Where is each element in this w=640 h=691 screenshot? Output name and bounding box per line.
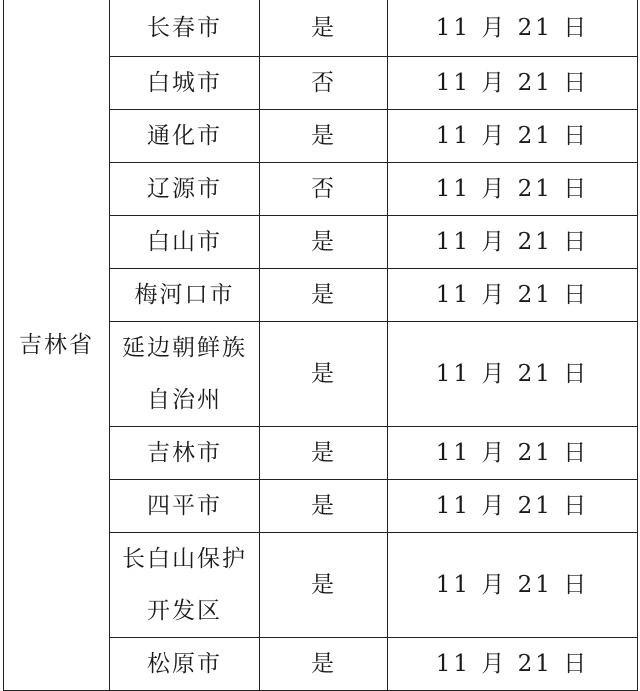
- date-cell: 11 月 21 日: [388, 56, 638, 109]
- flag-cell: 是: [260, 0, 388, 56]
- city-cell: [110, 532, 260, 637]
- city-line: 开发区: [147, 597, 222, 624]
- date-cell: 11 月 21 日: [388, 268, 638, 321]
- city-line: 自治州: [147, 386, 222, 413]
- flag-cell: 是: [260, 637, 388, 690]
- city-cell: 四平市: [110, 479, 260, 532]
- flag-cell: 是: [260, 426, 388, 479]
- date-cell: 11 月 21 日: [388, 479, 638, 532]
- flag-cell: 是: [260, 479, 388, 532]
- city-cell: [110, 321, 260, 426]
- flag-cell: 是: [260, 109, 388, 162]
- city-cell: 长春市: [110, 0, 260, 56]
- flag-cell: 是: [260, 268, 388, 321]
- city-line: 延边朝鲜族: [122, 334, 247, 361]
- flag-cell: 否: [260, 56, 388, 109]
- region-table: [3, 0, 638, 691]
- flag-cell: 是: [260, 532, 388, 637]
- province-cell: 吉林省: [4, 0, 110, 690]
- flag-cell: 是: [260, 321, 388, 426]
- date-cell: 11 月 21 日: [388, 0, 638, 56]
- city-cell: 辽源市: [110, 162, 260, 215]
- city-cell: 白山市: [110, 215, 260, 268]
- date-cell: 11 月 21 日: [388, 532, 638, 637]
- city-cell: 松原市: [110, 637, 260, 690]
- date-cell: 11 月 21 日: [388, 637, 638, 690]
- flag-cell: 否: [260, 162, 388, 215]
- date-cell: 11 月 21 日: [388, 109, 638, 162]
- flag-cell: 是: [260, 215, 388, 268]
- city-cell: 通化市: [110, 109, 260, 162]
- city-cell: 白城市: [110, 56, 260, 109]
- city-cell: 梅河口市: [110, 268, 260, 321]
- date-cell: 11 月 21 日: [388, 321, 638, 426]
- table-row: [4, 0, 638, 56]
- date-cell: 11 月 21 日: [388, 426, 638, 479]
- city-line: 长白山保护: [122, 545, 247, 572]
- date-cell: 11 月 21 日: [388, 215, 638, 268]
- city-cell: 吉林市: [110, 426, 260, 479]
- date-cell: 11 月 21 日: [388, 162, 638, 215]
